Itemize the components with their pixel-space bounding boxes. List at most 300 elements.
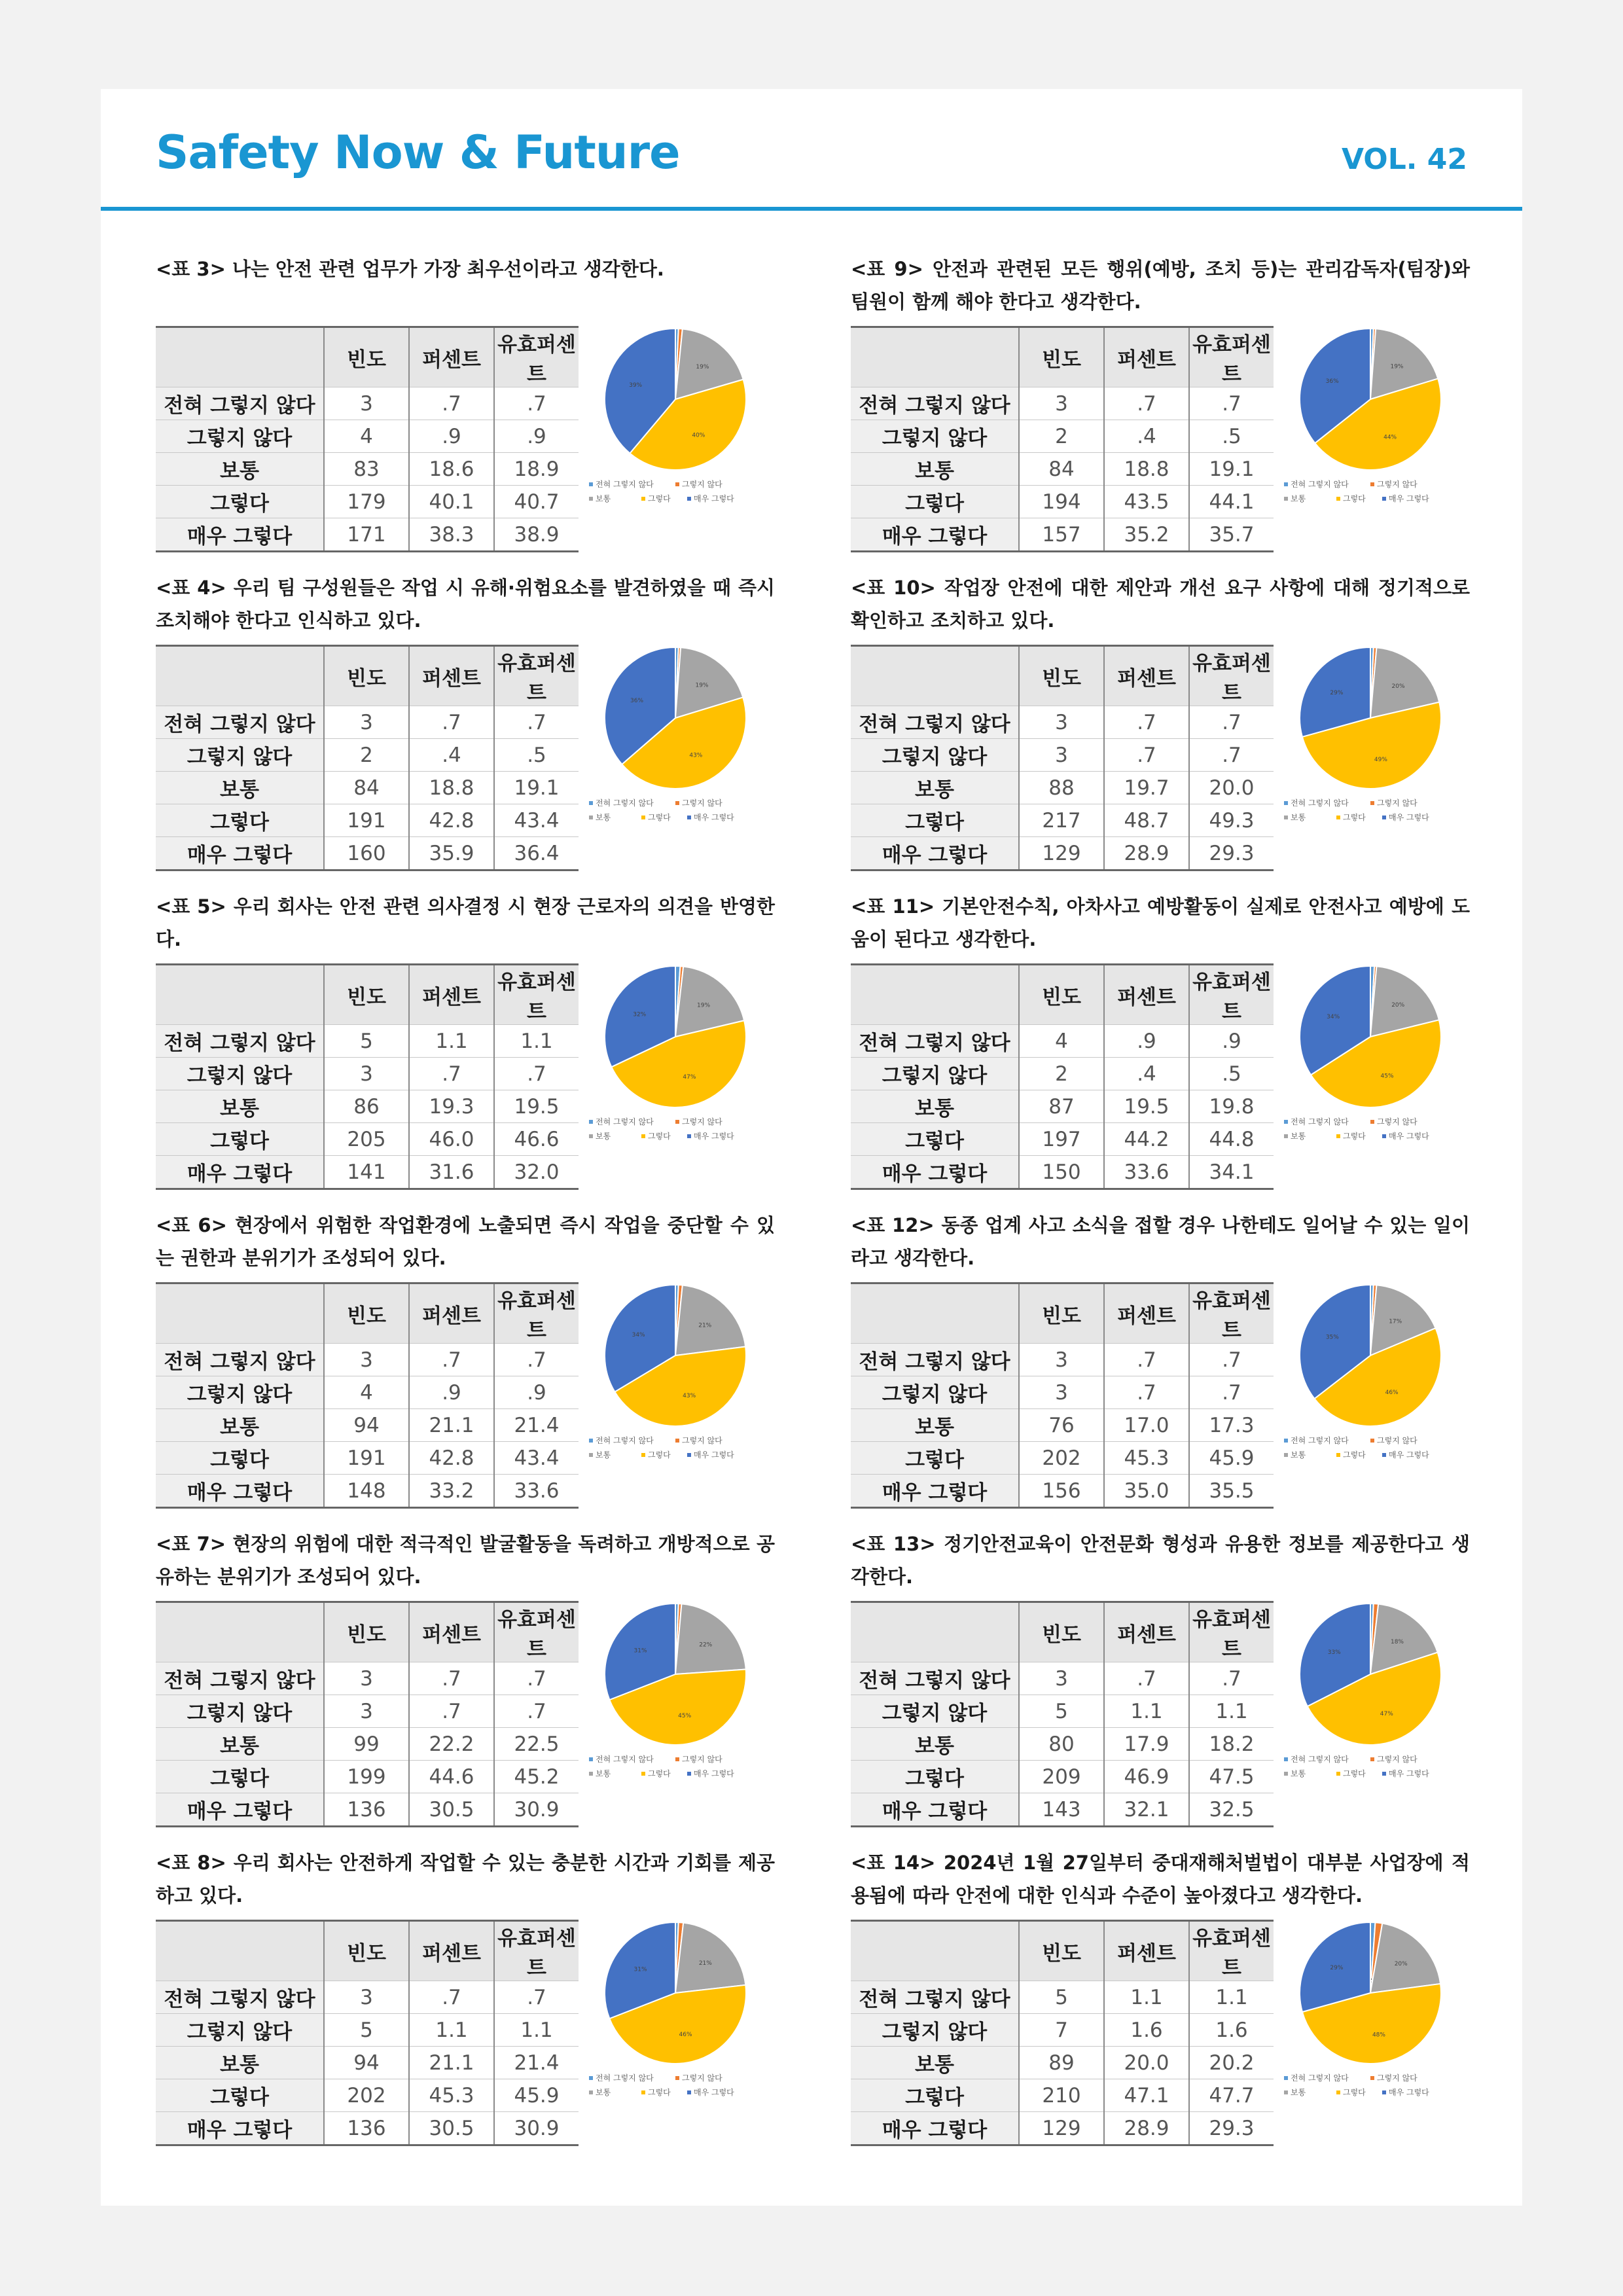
valid-percent-cell: 1.1 xyxy=(1189,1695,1274,1728)
table-header-row xyxy=(156,1283,579,1344)
legend-swatch xyxy=(641,816,645,819)
column-header: 퍼센트 xyxy=(1104,965,1189,1025)
frequency-cell: 202 xyxy=(324,2079,409,2112)
column-header: 유효퍼센트 xyxy=(1189,1921,1274,1981)
frequency-cell: 141 xyxy=(324,1156,409,1189)
column-header: 퍼센트 xyxy=(409,327,494,387)
table-row xyxy=(851,1123,1274,1156)
percent-cell: 35.9 xyxy=(409,837,494,870)
pie-chart xyxy=(1272,326,1470,525)
row-label: 전혀 그렇지 않다 xyxy=(851,1344,1019,1376)
pie-data-label: 17% xyxy=(1389,1318,1402,1325)
legend-entry xyxy=(1336,2087,1366,2097)
percent-cell: 45.3 xyxy=(1104,1442,1189,1475)
percent-cell: 1.1 xyxy=(409,1025,494,1058)
frequency-cell: 3 xyxy=(1019,706,1104,739)
frequency-cell: 2 xyxy=(1019,420,1104,453)
pie-data-label: 40% xyxy=(692,432,705,439)
table-row xyxy=(851,1025,1274,1058)
frequency-cell: 99 xyxy=(324,1728,409,1761)
frequency-cell: 83 xyxy=(324,453,409,486)
legend-label: 그렇다 xyxy=(1343,1450,1366,1460)
table-row xyxy=(156,1662,579,1695)
percent-cell: .4 xyxy=(1104,420,1189,453)
legend-entry xyxy=(687,1450,734,1460)
legend-label: 그렇지 않다 xyxy=(1377,1117,1418,1126)
frequency-cell: 148 xyxy=(324,1475,409,1508)
pie-chart xyxy=(577,326,775,525)
percent-cell: 28.9 xyxy=(1104,837,1189,870)
row-label: 매우 그렇다 xyxy=(851,1475,1019,1508)
valid-percent-cell: 1.1 xyxy=(494,2014,579,2047)
valid-percent-cell: .7 xyxy=(1189,387,1274,420)
table-header-row xyxy=(156,646,579,706)
legend-entry xyxy=(675,1117,722,1126)
legend-label: 보통 xyxy=(596,1132,611,1141)
pie-data-label: 29% xyxy=(1330,1964,1344,1971)
table-row xyxy=(156,2079,579,2112)
table-row xyxy=(156,1058,579,1090)
valid-percent-cell: 19.1 xyxy=(1189,453,1274,486)
valid-percent-cell: .9 xyxy=(494,420,579,453)
legend-swatch xyxy=(1336,1453,1340,1457)
legend-label: 보통 xyxy=(1291,1769,1306,1778)
valid-percent-cell: .7 xyxy=(1189,1344,1274,1376)
legend-label: 그렇다 xyxy=(648,1450,671,1460)
valid-percent-cell: .9 xyxy=(1189,1025,1274,1058)
legend-entry xyxy=(1382,1768,1429,1778)
legend-entry xyxy=(1284,494,1306,503)
frequency-cell: 5 xyxy=(324,2014,409,2047)
percent-cell: 28.9 xyxy=(1104,2112,1189,2145)
legend-label: 그렇지 않다 xyxy=(682,798,722,808)
row-label: 그렇다 xyxy=(156,486,324,518)
table-caption: <표 14> 2024년 1월 27일부터 중대재해처벌법이 대부분 사업장에 적용됨에 따라 안전에 대한 인식과 수준이 높아졌다고 생각한다. xyxy=(851,1852,1470,1907)
legend-entry xyxy=(1336,812,1366,822)
legend-swatch xyxy=(1382,1772,1386,1776)
legend-label: 전혀 그렇지 않다 xyxy=(596,798,654,808)
legend-swatch xyxy=(1284,801,1288,805)
column-header: 유효퍼센트 xyxy=(1189,646,1274,706)
row-label: 전혀 그렇지 않다 xyxy=(851,1662,1019,1695)
legend-label: 그렇다 xyxy=(648,1769,671,1778)
percent-cell: 33.2 xyxy=(409,1475,494,1508)
row-label: 그렇다 xyxy=(156,2079,324,2112)
frequency-cell: 3 xyxy=(1019,739,1104,772)
row-label: 매우 그렇다 xyxy=(156,1156,324,1189)
pie-chart-svg xyxy=(1272,963,1470,1162)
table-row xyxy=(851,1090,1274,1123)
frequency-cell: 3 xyxy=(324,387,409,420)
legend-entry xyxy=(687,493,734,503)
legend-entry xyxy=(1370,479,1418,489)
legend-swatch xyxy=(589,1772,593,1776)
frequency-cell: 129 xyxy=(1019,837,1104,870)
survey-table-block xyxy=(156,253,775,554)
pie-data-label: 29% xyxy=(1330,689,1344,696)
percent-cell: 44.2 xyxy=(1104,1123,1189,1156)
table-caption: <표 3> 나는 안전 관련 업무가 가장 최우선이라고 생각한다. xyxy=(156,258,664,280)
frequency-cell: 157 xyxy=(1019,518,1104,552)
column-header: 퍼센트 xyxy=(1104,1283,1189,1344)
pie-data-label: 32% xyxy=(633,1011,647,1018)
pie-chart xyxy=(1272,1920,1470,2119)
legend-swatch xyxy=(687,1134,691,1138)
table-caption: <표 5> 우리 회사는 안전 관련 의사결정 시 현장 근로자의 의견을 반영한다. xyxy=(156,895,775,950)
legend-entry xyxy=(1382,812,1429,822)
column-header: 빈도 xyxy=(324,646,409,706)
frequency-cell: 88 xyxy=(1019,772,1104,804)
frequency-cell: 5 xyxy=(324,1025,409,1058)
legend-label: 보통 xyxy=(1291,1450,1306,1460)
column-header: 유효퍼센트 xyxy=(494,646,579,706)
table-row xyxy=(156,739,579,772)
valid-percent-cell: 29.3 xyxy=(1189,837,1274,870)
row-label: 그렇다 xyxy=(851,2079,1019,2112)
pie-data-label: 45% xyxy=(678,1713,692,1720)
percent-cell: 44.6 xyxy=(409,1761,494,1793)
row-label: 그렇지 않다 xyxy=(851,2014,1019,2047)
percent-cell: 31.6 xyxy=(409,1156,494,1189)
legend-entry xyxy=(589,2073,654,2083)
row-label: 매우 그렇다 xyxy=(851,2112,1019,2145)
valid-percent-cell: .7 xyxy=(494,387,579,420)
legend-swatch xyxy=(589,2090,593,2094)
legend-swatch xyxy=(687,2090,691,2094)
table-row xyxy=(851,420,1274,453)
row-label: 그렇다 xyxy=(851,1123,1019,1156)
table-caption: <표 6> 현장에서 위험한 작업환경에 노출되면 즉시 작업을 중단할 수 있는 권한과 분위기가 조성되어 있다. xyxy=(156,1214,775,1269)
legend-label: 그렇지 않다 xyxy=(682,480,722,489)
pie-chart xyxy=(577,1601,775,1800)
pie-chart xyxy=(577,1282,775,1481)
pie-data-label: 47% xyxy=(683,1074,696,1081)
table-header-row xyxy=(851,1283,1274,1344)
legend-entry xyxy=(1382,1131,1429,1141)
pie-data-label: 33% xyxy=(1327,1649,1341,1657)
frequency-cell: 76 xyxy=(1019,1409,1104,1442)
column-header: 빈도 xyxy=(324,1921,409,1981)
frequency-cell: 191 xyxy=(324,804,409,837)
frequency-cell: 3 xyxy=(324,1695,409,1728)
column-header: 퍼센트 xyxy=(409,1283,494,1344)
table-row xyxy=(156,1793,579,1827)
pie-slice xyxy=(1370,1924,1440,1993)
frequency-cell: 5 xyxy=(1019,1695,1104,1728)
frequency-cell: 3 xyxy=(324,1344,409,1376)
frequency-cell: 4 xyxy=(324,420,409,453)
valid-percent-cell: .7 xyxy=(494,1058,579,1090)
percent-cell: .7 xyxy=(1104,706,1189,739)
legend-label: 매우 그렇다 xyxy=(1389,1769,1429,1778)
legend-entry xyxy=(687,812,734,822)
pie-data-label: 18% xyxy=(1390,1638,1404,1645)
frequency-cell: 80 xyxy=(1019,1728,1104,1761)
table-row xyxy=(851,1662,1274,1695)
valid-percent-cell: 47.7 xyxy=(1189,2079,1274,2112)
row-label: 그렇지 않다 xyxy=(851,1058,1019,1090)
row-label: 전혀 그렇지 않다 xyxy=(851,1981,1019,2014)
table-caption: <표 8> 우리 회사는 안전하게 작업할 수 있는 충분한 시간과 기회를 제공하고 있다. xyxy=(156,1852,775,1907)
valid-percent-cell: .7 xyxy=(494,1981,579,2014)
table-row xyxy=(851,1695,1274,1728)
percent-cell: .7 xyxy=(1104,1376,1189,1409)
frequency-table xyxy=(156,1601,579,1827)
valid-percent-cell: 47.5 xyxy=(1189,1761,1274,1793)
pie-data-label: 36% xyxy=(1325,378,1339,385)
legend-entry xyxy=(1284,1435,1349,1445)
table-row xyxy=(156,1090,579,1123)
legend-label: 보통 xyxy=(1291,494,1306,503)
row-label: 전혀 그렇지 않다 xyxy=(156,387,324,420)
table-row xyxy=(156,706,579,739)
legend-label: 보통 xyxy=(1291,2088,1306,2097)
valid-percent-cell: 33.6 xyxy=(494,1475,579,1508)
pie-data-label: 34% xyxy=(632,1332,645,1339)
table-row xyxy=(851,706,1274,739)
legend-label: 전혀 그렇지 않다 xyxy=(1291,798,1349,808)
frequency-cell: 4 xyxy=(1019,1025,1104,1058)
pie-chart xyxy=(1272,963,1470,1162)
survey-table-block xyxy=(156,1846,775,2147)
valid-percent-cell: .7 xyxy=(1189,1376,1274,1409)
table-row xyxy=(156,1981,579,2014)
legend-entry xyxy=(1336,1131,1366,1141)
valid-percent-cell: 29.3 xyxy=(1189,2112,1274,2145)
row-label: 매우 그렇다 xyxy=(851,1793,1019,1827)
table-row xyxy=(851,1728,1274,1761)
row-label: 그렇지 않다 xyxy=(851,1376,1019,1409)
table-row xyxy=(156,1376,579,1409)
percent-cell: 33.6 xyxy=(1104,1156,1189,1189)
percent-cell: 42.8 xyxy=(409,804,494,837)
valid-percent-cell: 35.7 xyxy=(1189,518,1274,552)
column-header: 빈도 xyxy=(1019,1921,1104,1981)
percent-cell: 46.9 xyxy=(1104,1761,1189,1793)
header-blank-cell xyxy=(851,1283,1019,1344)
legend-label: 그렇지 않다 xyxy=(1377,480,1418,489)
legend-swatch xyxy=(641,2090,645,2094)
valid-percent-cell: 45.9 xyxy=(1189,1442,1274,1475)
legend-label: 매우 그렇다 xyxy=(694,1769,734,1778)
survey-table-block xyxy=(156,1209,775,1510)
frequency-cell: 179 xyxy=(324,486,409,518)
pie-data-label: 34% xyxy=(1327,1013,1340,1020)
frequency-cell: 3 xyxy=(324,1981,409,2014)
row-label: 전혀 그렇지 않다 xyxy=(851,387,1019,420)
frequency-cell: 87 xyxy=(1019,1090,1104,1123)
frequency-table xyxy=(851,1920,1274,2146)
pie-slice xyxy=(675,1604,746,1674)
pie-data-label: 31% xyxy=(633,1966,647,1973)
legend-label: 매우 그렇다 xyxy=(694,1132,734,1141)
pie-data-label: 49% xyxy=(1374,756,1387,763)
pie-data-label: 21% xyxy=(698,1322,712,1329)
legend-swatch xyxy=(1284,497,1288,501)
frequency-cell: 3 xyxy=(1019,1344,1104,1376)
row-label: 그렇지 않다 xyxy=(156,420,324,453)
legend-entry xyxy=(589,1450,611,1460)
legend-entry xyxy=(1284,1754,1349,1764)
legend-label: 매우 그렇다 xyxy=(1389,2088,1429,2097)
frequency-cell: 156 xyxy=(1019,1475,1104,1508)
legend-swatch xyxy=(641,1134,645,1138)
legend-swatch xyxy=(1284,1120,1288,1124)
table-row xyxy=(851,1156,1274,1189)
percent-cell: .7 xyxy=(1104,387,1189,420)
table-row xyxy=(851,1376,1274,1409)
header-blank-cell xyxy=(851,1921,1019,1981)
legend-entry xyxy=(589,479,654,489)
legend-label: 그렇다 xyxy=(1343,1769,1366,1778)
frequency-cell: 5 xyxy=(1019,1981,1104,2014)
legend-label: 그렇지 않다 xyxy=(1377,1755,1418,1764)
table-row xyxy=(851,837,1274,870)
frequency-cell: 160 xyxy=(324,837,409,870)
frequency-cell: 3 xyxy=(324,1662,409,1695)
legend-entry xyxy=(687,1768,734,1778)
frequency-cell: 194 xyxy=(1019,486,1104,518)
frequency-cell: 143 xyxy=(1019,1793,1104,1827)
percent-cell: .7 xyxy=(409,387,494,420)
valid-percent-cell: .7 xyxy=(494,1344,579,1376)
survey-table-block xyxy=(851,253,1470,554)
frequency-cell: 94 xyxy=(324,1409,409,1442)
pie-chart-svg xyxy=(577,963,775,1162)
legend-entry xyxy=(1284,2088,1306,2097)
legend-entry xyxy=(641,812,671,822)
valid-percent-cell: 45.2 xyxy=(494,1761,579,1793)
valid-percent-cell: 32.5 xyxy=(1189,1793,1274,1827)
table-header-row xyxy=(851,646,1274,706)
row-label: 전혀 그렇지 않다 xyxy=(156,1344,324,1376)
percent-cell: 43.5 xyxy=(1104,486,1189,518)
legend-label: 전혀 그렇지 않다 xyxy=(1291,1436,1349,1445)
frequency-table xyxy=(851,1601,1274,1827)
legend-label: 매우 그렇다 xyxy=(1389,1450,1429,1460)
table-row xyxy=(156,1344,579,1376)
legend-label: 매우 그렇다 xyxy=(1389,494,1429,503)
legend-label: 그렇지 않다 xyxy=(682,1117,722,1126)
table-row xyxy=(851,2014,1274,2047)
table-header-row xyxy=(156,1602,579,1662)
legend-label: 보통 xyxy=(596,1769,611,1778)
row-label: 그렇다 xyxy=(156,1123,324,1156)
valid-percent-cell: 35.5 xyxy=(1189,1475,1274,1508)
table-row xyxy=(156,1123,579,1156)
legend-entry xyxy=(589,1769,611,1778)
legend-swatch xyxy=(1382,1453,1386,1457)
table-row xyxy=(156,420,579,453)
row-label: 전혀 그렇지 않다 xyxy=(851,706,1019,739)
pie-data-label: 20% xyxy=(1391,683,1405,691)
row-label: 보통 xyxy=(851,2047,1019,2079)
legend-swatch xyxy=(1370,1439,1374,1443)
row-label: 전혀 그렇지 않다 xyxy=(851,1025,1019,1058)
legend-entry xyxy=(641,1450,671,1460)
frequency-cell: 94 xyxy=(324,2047,409,2079)
table-caption: <표 4> 우리 팀 구성원들은 작업 시 유해·위험요소를 발견하였을 때 즉시 조치해야 한다고 인식하고 있다. xyxy=(156,577,775,632)
valid-percent-cell: 1.1 xyxy=(1189,1981,1274,2014)
frequency-table xyxy=(851,1282,1274,1509)
legend-entry xyxy=(641,493,671,503)
column-header: 퍼센트 xyxy=(1104,1921,1189,1981)
legend-swatch xyxy=(589,1134,593,1138)
column-header: 빈도 xyxy=(324,965,409,1025)
table-row xyxy=(851,1793,1274,1827)
percent-cell: 1.1 xyxy=(1104,1695,1189,1728)
percent-cell: 38.3 xyxy=(409,518,494,552)
legend-entry xyxy=(589,798,654,808)
row-label: 매우 그렇다 xyxy=(156,1793,324,1827)
frequency-table xyxy=(156,1920,579,2146)
valid-percent-cell: 43.4 xyxy=(494,1442,579,1475)
frequency-cell: 3 xyxy=(324,1058,409,1090)
column-header: 퍼센트 xyxy=(409,646,494,706)
header-blank-cell xyxy=(851,965,1019,1025)
legend-label: 그렇지 않다 xyxy=(682,1755,722,1764)
table-row xyxy=(156,2112,579,2145)
valid-percent-cell: 30.9 xyxy=(494,1793,579,1827)
valid-percent-cell: 21.4 xyxy=(494,1409,579,1442)
table-row xyxy=(156,1728,579,1761)
row-label: 매우 그렇다 xyxy=(156,2112,324,2145)
legend-entry xyxy=(589,1754,654,1764)
row-label: 그렇지 않다 xyxy=(156,739,324,772)
column-header: 퍼센트 xyxy=(1104,1602,1189,1662)
column-header: 빈도 xyxy=(324,1602,409,1662)
row-label: 보통 xyxy=(851,453,1019,486)
survey-table-block xyxy=(851,1846,1470,2147)
legend-swatch xyxy=(1336,816,1340,819)
pie-data-label: 46% xyxy=(1385,1389,1399,1396)
pie-chart xyxy=(577,1920,775,2119)
frequency-cell: 3 xyxy=(1019,1376,1104,1409)
legend-entry xyxy=(589,2088,611,2097)
legend-label: 그렇다 xyxy=(1343,1132,1366,1141)
table-row xyxy=(851,486,1274,518)
row-label: 매우 그렇다 xyxy=(851,837,1019,870)
table-row xyxy=(156,1442,579,1475)
table-row xyxy=(156,1761,579,1793)
legend-swatch xyxy=(1370,2076,1374,2080)
frequency-cell: 202 xyxy=(1019,1442,1104,1475)
row-label: 그렇다 xyxy=(851,804,1019,837)
table-header-row xyxy=(851,965,1274,1025)
valid-percent-cell: 22.5 xyxy=(494,1728,579,1761)
row-label: 매우 그렇다 xyxy=(156,1475,324,1508)
valid-percent-cell: 32.0 xyxy=(494,1156,579,1189)
frequency-table xyxy=(156,326,579,552)
pie-data-label: 20% xyxy=(1391,1001,1405,1009)
legend-label: 그렇지 않다 xyxy=(682,2073,722,2083)
percent-cell: .9 xyxy=(409,1376,494,1409)
frequency-table xyxy=(156,1282,579,1509)
valid-percent-cell: .9 xyxy=(494,1376,579,1409)
legend-label: 전혀 그렇지 않다 xyxy=(596,480,654,489)
table-row xyxy=(156,453,579,486)
legend-entry xyxy=(641,1768,671,1778)
legend-entry xyxy=(1370,1117,1418,1126)
row-label: 보통 xyxy=(156,2047,324,2079)
table-row xyxy=(156,486,579,518)
percent-cell: 17.9 xyxy=(1104,1728,1189,1761)
pie-chart xyxy=(1272,1282,1470,1481)
header-blank-cell xyxy=(156,1602,324,1662)
row-label: 그렇지 않다 xyxy=(156,2014,324,2047)
row-label: 보통 xyxy=(156,453,324,486)
row-label: 보통 xyxy=(851,1728,1019,1761)
